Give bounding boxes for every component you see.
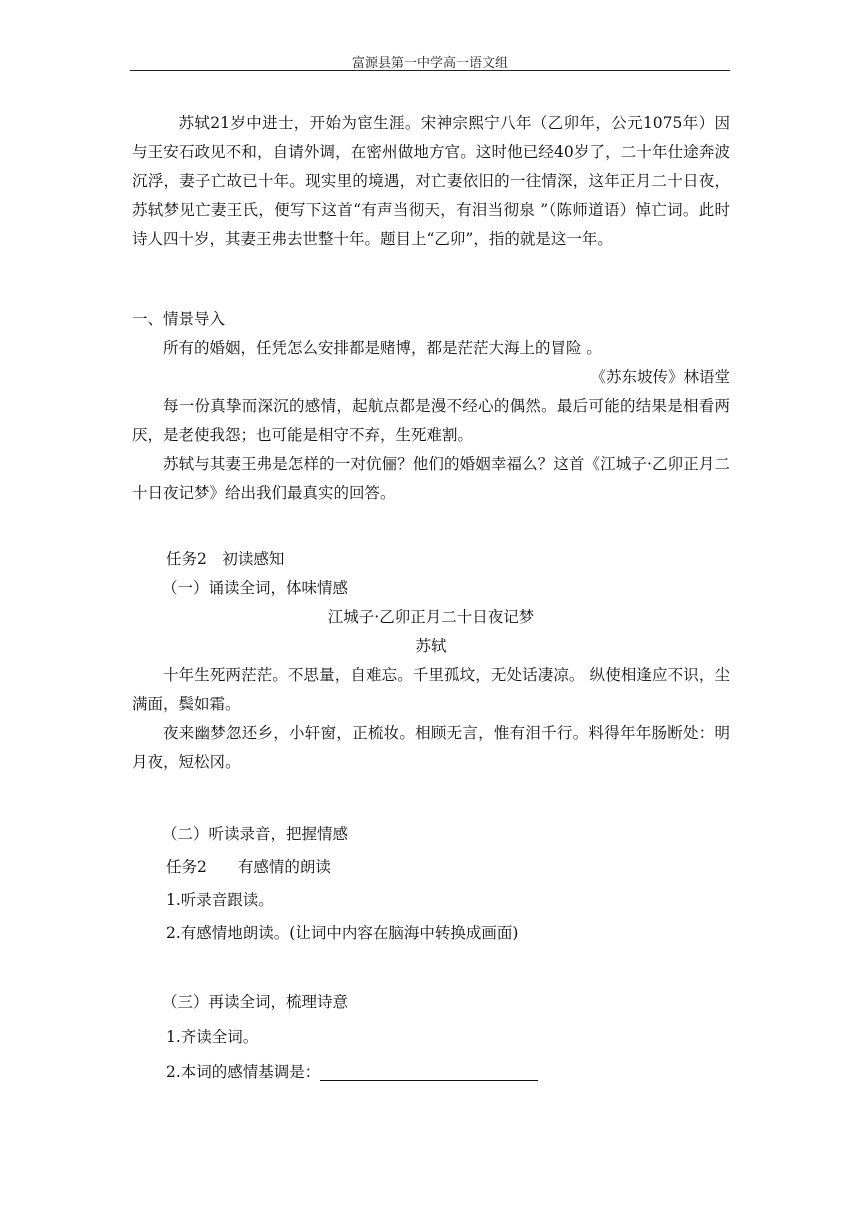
poem-stanza-2: 夜来幽梦忽还乡，小轩窗，正梳妆。相顾无言，惟有泪千行。料得年年肠断处：明月夜，短松冈。 bbox=[132, 724, 730, 771]
section-heading-1: 一、情景导入 bbox=[132, 310, 226, 328]
section1-paragraph-2: 苏轼与其妻王弗是怎样的一对伉俪？他们的婚姻幸福么？这首《江城子·乙卯正月二十日夜记梦》给出我们最真实的回答。 bbox=[132, 455, 730, 502]
task-heading-emotional-reading: 任务2 有感情的朗读 bbox=[166, 858, 331, 876]
poem-title: 江城子·乙卯正月二十日夜记梦 bbox=[327, 608, 535, 626]
epigraph-source: 《苏东坡传》林语堂 bbox=[590, 368, 730, 386]
fill-in-question bbox=[132, 1055, 730, 1090]
subheading-listen: （二）听读录音，把握情感 bbox=[162, 825, 349, 843]
spacer bbox=[132, 254, 730, 283]
subheading-reread: （三）再读全词，梳理诗意 bbox=[162, 993, 349, 1011]
question-text: 2.本词的感情基调是： bbox=[166, 1063, 321, 1081]
section1-paragraph-1: 每一份真挚而深沉的感情，起航点都是漫不经心的偶然。最后可能的结果是相看两厌，是老使我怨；也可能是相守不弃，生死难割。 bbox=[132, 397, 730, 444]
header-rule bbox=[130, 70, 730, 71]
epigraph-quote: 所有的婚姻，任凭怎么安排都是赌博，都是茫茫大海上的冒险 。 bbox=[163, 339, 602, 357]
poem-stanza-1: 十年生死两茫茫。不思量，自难忘。千里孤坟，无处话凄凉。 纵使相逢应不识，尘满面，鬓如霜。 bbox=[132, 666, 730, 713]
page-header: 富源县第一中学高一语文组 bbox=[351, 56, 508, 71]
spacer bbox=[132, 950, 730, 979]
subheading-recite: （一）诵读全词，体味情感 bbox=[162, 579, 349, 597]
document-body bbox=[132, 109, 730, 1090]
answer-blank[interactable] bbox=[320, 1062, 538, 1081]
spacer bbox=[132, 283, 730, 305]
list-item-read-together: 1.齐读全词。 bbox=[166, 1028, 259, 1046]
list-item-emotional-reading: 2.有感情地朗读。(让词中内容在脑海中转换成画面) bbox=[166, 924, 519, 942]
poem-author: 苏轼 bbox=[415, 637, 447, 655]
list-item-follow-recording: 1.听录音跟读。 bbox=[166, 891, 274, 909]
spacer bbox=[132, 777, 730, 806]
spacer bbox=[132, 508, 730, 537]
intro-paragraph: 苏轼21岁中进士，开始为宦生涯。宋神宗熙宁八年（乙卯年，公元1075年）因与王安石政见不和，自请外调，在密州做地方官。这时他已经40岁了，二十年仕途奔波沉浮，妻子亡故已十年。现实里的境遇，对亡妻依旧的一往情深，这年正月二十日夜，苏轼梦见亡妻王氏，便写下这首“有声当彻天，有泪当彻泉 ”（陈师道语）悼亡词。此时诗人四十岁，其妻王弗去世整十年。题目上“乙卯”，指的就是这一年。 bbox=[132, 114, 730, 248]
task-heading-reading: 任务2 初读感知 bbox=[166, 550, 285, 568]
